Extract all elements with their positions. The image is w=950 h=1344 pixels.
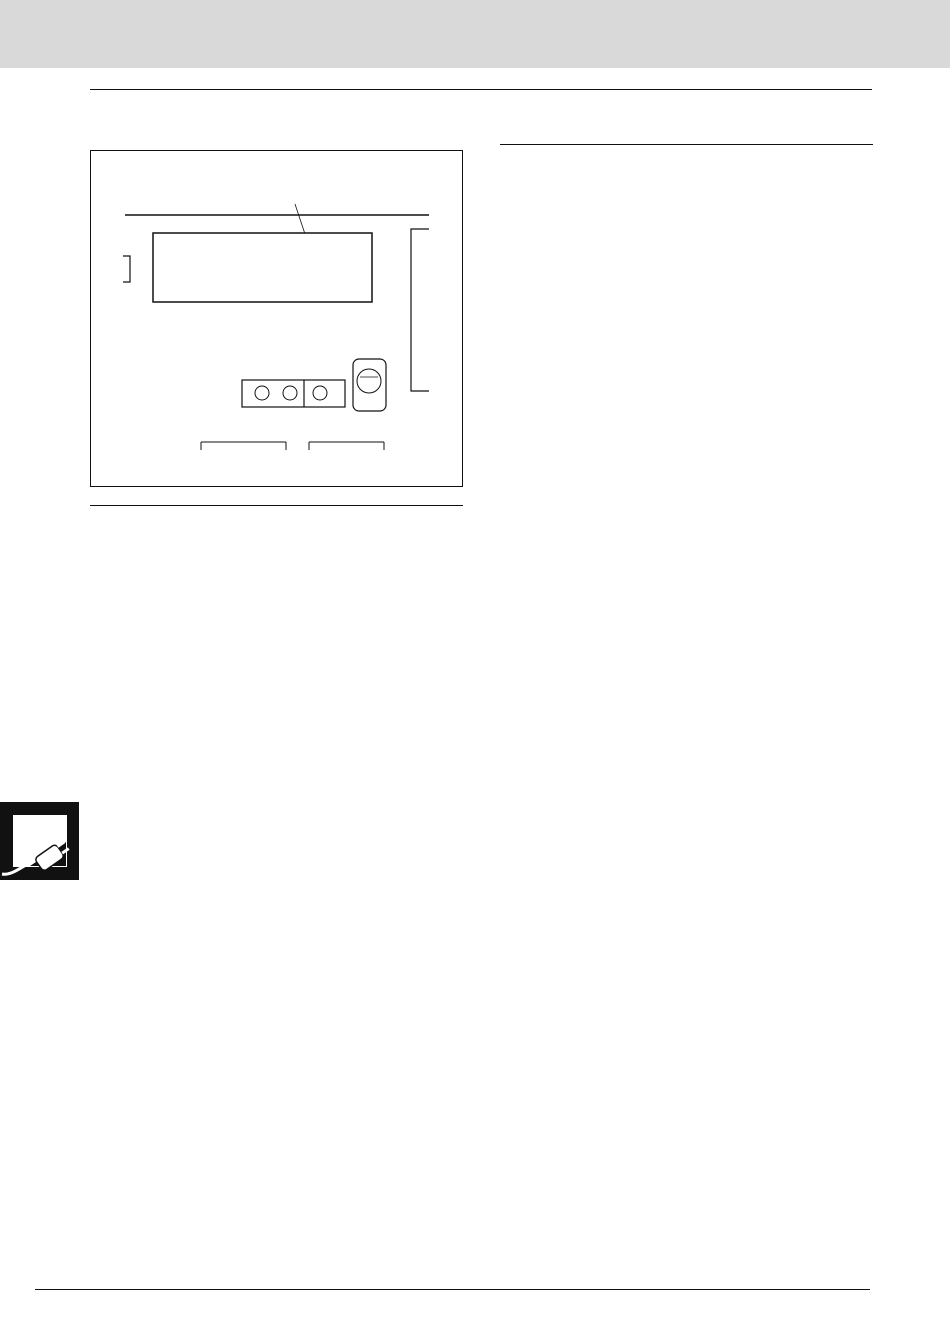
- dip-option: [522, 521, 873, 540]
- dip-block: [500, 293, 873, 334]
- dip-switch-diagram: [90, 150, 463, 487]
- dip-option: [522, 454, 873, 473]
- right-section-title: [500, 142, 873, 145]
- dip-block: [500, 202, 873, 243]
- left-section-title: [90, 502, 463, 506]
- dip-option: [522, 384, 873, 403]
- dip-option: [522, 293, 873, 312]
- page-footer: [35, 1298, 45, 1316]
- dip-block: [500, 500, 873, 541]
- dip-option: [522, 248, 873, 267]
- chapter-tab: [0, 802, 79, 880]
- dip-option: [522, 202, 873, 221]
- dip-option: [522, 476, 873, 495]
- dip-option: [522, 545, 873, 564]
- dip-block: [500, 248, 873, 289]
- dip-option: [522, 269, 873, 288]
- dip-option: [522, 339, 873, 358]
- dip-option: [522, 314, 873, 333]
- dip-option: [522, 567, 873, 586]
- dip-block: [500, 454, 873, 495]
- diagram-svg: [91, 151, 464, 488]
- dip-option: [522, 223, 873, 242]
- dip-option: [522, 409, 873, 428]
- dip-block: [500, 384, 873, 403]
- dip-option: [522, 360, 873, 379]
- footer-rule: [35, 1289, 870, 1290]
- dip-block: [500, 409, 873, 450]
- dip-option: [522, 430, 873, 449]
- plug-icon: [0, 802, 79, 880]
- dip-block: [500, 545, 873, 586]
- header-band: [0, 0, 950, 68]
- recording-functions-list: [90, 562, 463, 582]
- usage-functions-list: [500, 200, 873, 591]
- dip-block: [500, 339, 873, 380]
- dip-option: [522, 500, 873, 519]
- section-title: [90, 86, 872, 90]
